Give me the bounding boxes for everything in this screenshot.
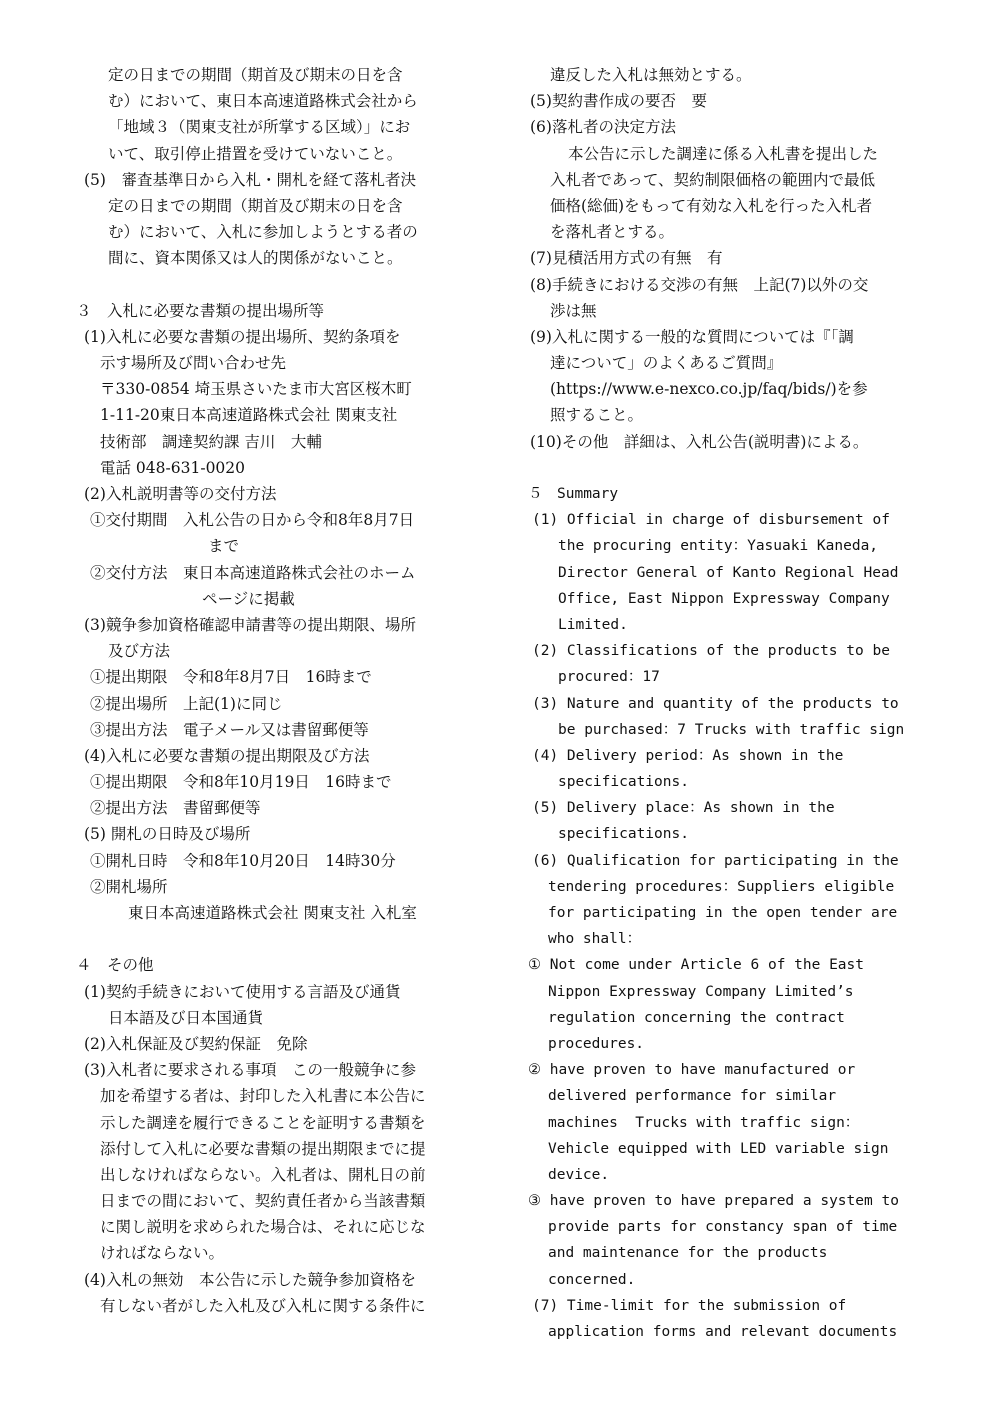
text-line: 定の日までの期間（期首及び期末の日を含 [108,196,403,215]
text-line: machines Trucks with traffic sign： [548,1114,860,1131]
text-line: ② have proven to have manufactured or [528,1062,856,1079]
text-line: (3)入札者に要求される事項 この一般競争に参 [84,1061,416,1080]
left-column [76,62,496,1319]
text-line: 有しない者がした入札及び入札に関する条件に [100,1296,426,1315]
text-line: (4)入札の無効 本公告に示した競争参加資格を [84,1270,416,1289]
text-line: (9)入札に関する一般的な質問については『「調 [530,327,854,346]
text-line: (10)その他 詳細は、入札公告(説明書)による。 [530,432,869,451]
text-line: (7) Time-limit for the submission of [532,1297,847,1314]
text-line: 価格(総価)をもって有効な入札を行った入札者 [550,196,873,215]
text-line: tendering procedures：Suppliers eligible [548,878,895,895]
text-line: delivered performance for similar [548,1088,837,1105]
text-line: (4)入札に必要な書類の提出期限及び方法 [84,746,370,765]
text-line: む）において、入札に参加しようとする者の [108,223,418,242]
text-line: 示した調達を履行できることを証明する書類を [100,1113,426,1132]
text-line: the procuring entity：Yasuaki Kaneda, [558,538,879,555]
text-line: ③提出方法 電子メール又は書留郵便等 [90,720,369,739]
text-line: ①交付期間 入札公告の日から令和8年8月7日 [90,511,415,530]
text-line: ①開札日時 令和8年10月20日 14時30分 [90,851,396,870]
text-line: 〒330-0854 埼玉県さいたま市大宮区桜木町 [100,380,412,399]
text-line: Director General of Kanto Regional Head [558,564,899,581]
text-line: 達について」のよくあるご質問』 [550,354,783,373]
text-line: (3)競争参加資格確認申請書等の提出期限、場所 [84,615,416,634]
text-line: ③ have proven to have prepared a system to [528,1193,899,1210]
text-line: ３ 入札に必要な書類の提出場所等 [76,301,325,320]
text-line: 日本語及び日本国通貨 [108,1008,264,1027]
text-line: (1)入札に必要な書類の提出場所、契約条項を [84,327,401,346]
text-line: procured：17 [558,669,660,686]
text-line: (6)落札者の決定方法 [530,118,676,137]
text-line: provide parts for constancy span of time [548,1219,898,1236]
text-line: 本公告に示した調達に係る入札書を提出した [568,144,879,163]
text-line: specifications. [558,774,689,791]
text-line: ければならない。 [100,1244,225,1263]
text-line: ４ その他 [76,956,154,975]
right-column [528,62,948,1345]
text-line: ①提出期限 令和8年8月7日 16時まで [90,668,372,687]
text-line: Vehicle equipped with LED variable sign [548,1140,889,1157]
text-line: Nippon Expressway Company Limited’s [548,983,854,1000]
text-line: procedures. [548,1035,645,1052]
text-line: be purchased：7 Trucks with traffic sign [558,721,905,738]
text-line: 電話 048-631-0020 [100,458,246,477]
text-line: (1) Official in charge of disbursement of [532,512,890,529]
text-line: ページに掲載 [202,589,295,608]
text-line: (4) Delivery period：As shown in the [532,747,844,764]
text-line: and maintenance for the products [548,1245,828,1262]
text-line: device. [548,1166,610,1183]
blank-line [76,272,496,298]
text-line: specifications. [558,826,689,843]
text-line: (5) 審査基準日から入札・開札を経て落札者決 [84,170,416,189]
text-line: む）において、東日本高速道路株式会社から [108,92,418,111]
text-line: ②交付方法 東日本高速道路株式会社のホーム [90,563,416,582]
blank-line [528,455,948,481]
text-line: for participating in the open tender are [548,905,898,921]
text-line: 間に、資本関係又は人的関係がないこと。 [108,249,403,268]
text-line: Limited. [558,616,628,633]
text-line: 日までの間において、契約責任者から当該書類 [100,1192,426,1211]
text-line: (2)入札説明書等の交付方法 [84,485,277,503]
text-line: 1-11-20東日本高速道路株式会社 関東支社 [100,406,398,425]
text-line: regulation concerning the contract [548,1009,845,1026]
text-line: (https://www.e-nexco.co.jp/faq/bids/)を参 [550,380,868,399]
text-line: (3) Nature and quantity of the products to [532,695,899,712]
text-line: (1)契約手続きにおいて使用する言語及び通貨 [84,982,401,1001]
text-line: 入札者であって、契約制限価格の範囲内で最低 [550,170,876,189]
text-line: 渉は無 [550,301,597,320]
text-line: 出しなければならない。入札者は、開札日の前 [100,1165,426,1184]
text-line: 東日本高速道路株式会社 関東支社 入札室 [128,904,417,922]
text-line: を落札者とする。 [550,223,675,242]
text-line: concerned. [548,1271,636,1288]
text-line: に関し説明を求められた場合は、それに応じな [100,1218,426,1237]
text-line: 「地域３（関東支社が所掌する区域）」にお [108,118,411,137]
text-line: 違反した入札は無効とする。 [550,66,752,84]
text-line: (2) Classifications of the products to be [532,643,890,660]
text-line: (5) Delivery place：As shown in the [532,800,835,817]
blank-line [76,926,496,952]
text-line: 技術部 調達契約課 吉川 大輔 [100,432,322,451]
text-line: (5)契約書作成の要否 要 [530,92,707,111]
text-line: いて、取引停止措置を受けていないこと。 [108,144,403,163]
text-line: 及び方法 [108,642,171,661]
text-line: 示す場所及び問い合わせ先 [100,354,287,373]
text-line: (8)手続きにおける交渉の有無 上記(7)以外の交 [530,275,869,294]
text-line: ②提出方法 書留郵便等 [90,799,261,818]
text-line: (5) 開札の日時及び場所 [84,825,251,844]
text-line: (7)見積活用方式の有無 有 [530,249,723,268]
text-line: application forms and relevant documents [548,1324,898,1340]
text-line: 照すること。 [550,406,644,425]
text-line: まで [208,537,240,556]
text-line: who shall： [548,931,642,948]
text-line: (2)入札保証及び契約保証 免除 [84,1034,308,1053]
text-line: ①提出期限 令和8年10月19日 16時まで [90,773,392,792]
text-line: ②開札場所 [90,877,168,896]
text-line: ① Not come under Article 6 of the East [528,957,864,974]
text-line: (6) Qualification for participating in the [532,852,899,869]
text-line: ②提出場所 上記(1)に同じ [90,694,283,713]
text-line: ５ Summary [528,486,619,502]
text-line: 定の日までの期間（期首及び期末の日を含 [108,66,403,84]
text-line: Office, East Nippon Expressway Company [558,590,890,607]
text-line: 添付して入札に必要な書類の提出期限までに提 [100,1139,426,1158]
text-line: 加を希望する者は、封印した入札書に本公告に [100,1087,426,1106]
